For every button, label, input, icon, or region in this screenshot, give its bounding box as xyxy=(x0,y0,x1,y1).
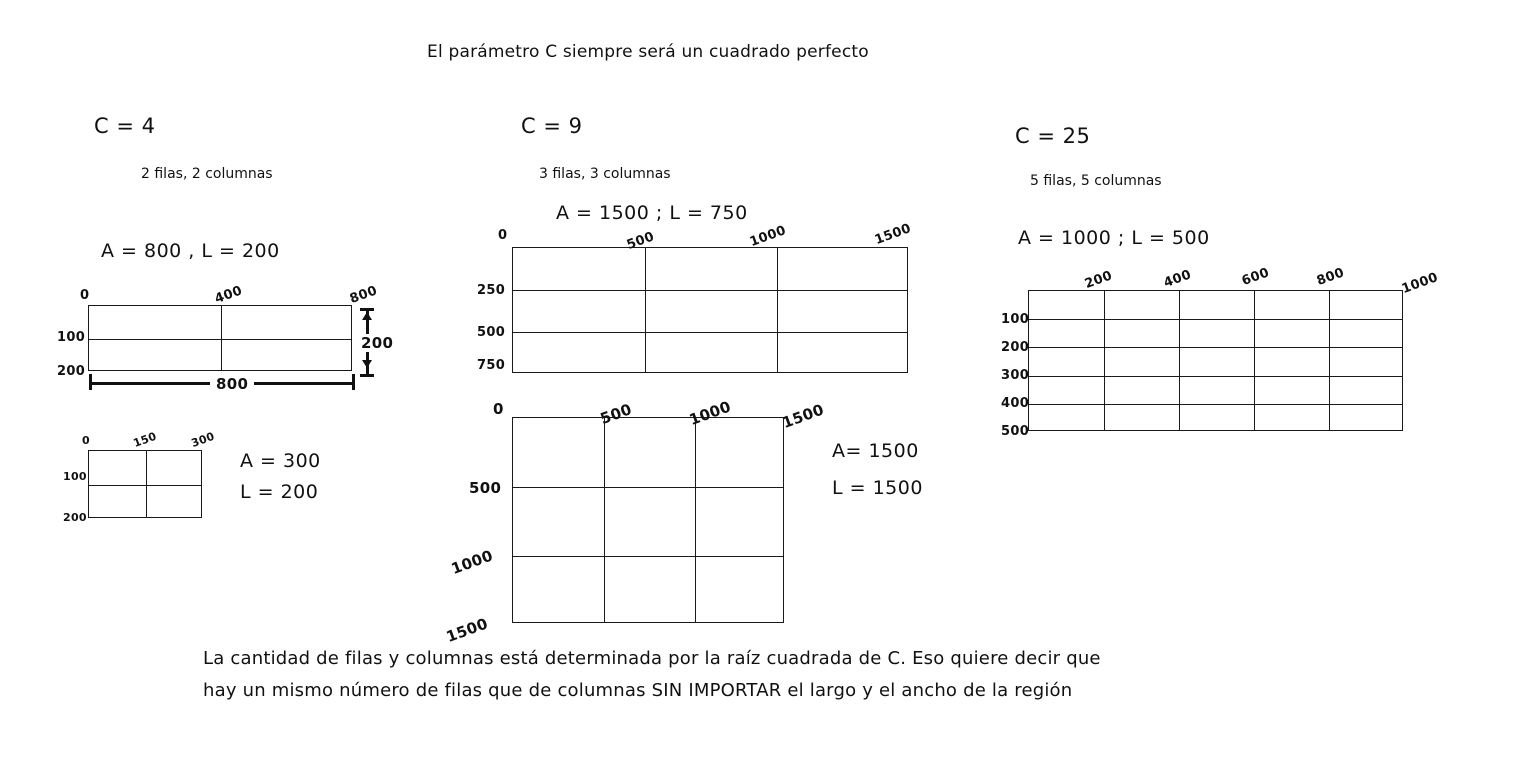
arrow-up-icon xyxy=(362,312,372,320)
ytick-c25-4: 400 xyxy=(1001,396,1030,411)
xtick-c4-1-0: 0 xyxy=(80,288,90,303)
ytick-c9-2-2: 1000 xyxy=(448,546,496,578)
xtick-c4-2-2: 300 xyxy=(189,429,217,450)
params-c9-grid2-l: L = 1500 xyxy=(832,477,923,499)
ytick-c25-3: 300 xyxy=(1001,368,1030,383)
xtick-c4-2-0: 0 xyxy=(82,434,90,447)
gridline-vertical xyxy=(1254,291,1255,430)
gridline-vertical xyxy=(1329,291,1330,430)
ytick-c4-2-1: 100 xyxy=(63,470,87,483)
gridline-vertical xyxy=(146,451,147,517)
xtick-c9-2-2: 1000 xyxy=(686,397,734,429)
params-c4-grid2-a: A = 300 xyxy=(240,450,321,472)
grid-c4-1 xyxy=(88,305,352,371)
footer-line-2: hay un mismo número de filas que de columnas SIN IMPORTAR el largo y el ancho de la región xyxy=(203,680,1073,701)
params-c9-grid2-a: A= 1500 xyxy=(832,440,919,462)
xtick-c9-1-0: 0 xyxy=(498,228,508,243)
xtick-c9-2-1: 500 xyxy=(597,400,635,428)
gridline-vertical xyxy=(1104,291,1105,430)
gridline-vertical xyxy=(777,248,778,372)
xtick-c9-2-0: 0 xyxy=(493,400,504,418)
xtick-c25-5: 1000 xyxy=(1399,270,1441,297)
xtick-c9-1-3: 1500 xyxy=(872,221,914,248)
xtick-c9-2-3: 1500 xyxy=(779,400,827,432)
gridline-horizontal xyxy=(513,487,783,488)
ytick-c25-1: 100 xyxy=(1001,312,1030,327)
gridline-vertical xyxy=(1179,291,1180,430)
case-sublabel-c25: 5 filas, 5 columnas xyxy=(1030,173,1162,189)
dimension-label-height: 200 xyxy=(358,334,396,352)
arrow-down-icon xyxy=(362,360,372,368)
ytick-c25-5: 500 xyxy=(1001,424,1030,439)
case-sublabel-c9: 3 filas, 3 columnas xyxy=(539,166,671,182)
ytick-c9-2-3: 1500 xyxy=(443,614,491,646)
grid-c4-2 xyxy=(88,450,202,518)
gridline-horizontal xyxy=(1029,404,1402,405)
ytick-c9-1-3: 750 xyxy=(477,358,506,373)
xtick-c9-1-2: 1000 xyxy=(747,223,789,250)
gridline-horizontal xyxy=(513,290,907,291)
dimension-label-width: 800 xyxy=(210,375,254,393)
params-c4-grid1: A = 800 , L = 200 xyxy=(101,240,280,262)
params-c9-grid1: A = 1500 ; L = 750 xyxy=(556,202,748,224)
case-sublabel-c4: 2 filas, 2 columnas xyxy=(141,166,273,182)
ytick-c9-1-2: 500 xyxy=(477,325,506,340)
gridline-horizontal xyxy=(1029,347,1402,348)
xtick-c9-1-1: 500 xyxy=(624,229,657,253)
case-label-c9: C = 9 xyxy=(521,114,583,138)
gridline-vertical xyxy=(695,418,696,622)
gridline-vertical xyxy=(645,248,646,372)
grid-c9-2 xyxy=(512,417,784,623)
ytick-c9-1-1: 250 xyxy=(477,283,506,298)
page-title: El parámetro C siempre será un cuadrado perfecto xyxy=(427,42,869,62)
gridline-horizontal xyxy=(89,485,201,486)
xtick-c4-2-1: 150 xyxy=(131,429,159,450)
params-c4-grid2-l: L = 200 xyxy=(240,481,319,503)
gridline-vertical xyxy=(221,306,222,370)
dimension-cap-top xyxy=(360,308,374,311)
gridline-horizontal xyxy=(1029,319,1402,320)
xtick-c25-3: 600 xyxy=(1239,265,1272,289)
dimension-cap-left xyxy=(89,374,92,390)
ytick-c4-1-1: 200 xyxy=(57,364,86,379)
xtick-c25-4: 800 xyxy=(1314,265,1347,289)
gridline-vertical xyxy=(604,418,605,622)
dimension-cap-bottom xyxy=(360,374,374,377)
case-label-c25: C = 25 xyxy=(1015,124,1091,148)
gridline-horizontal xyxy=(513,556,783,557)
case-label-c4: C = 4 xyxy=(94,114,156,138)
ytick-c4-1-0: 100 xyxy=(57,330,86,345)
gridline-horizontal xyxy=(513,332,907,333)
gridline-horizontal xyxy=(89,339,351,340)
gridline-horizontal xyxy=(1029,376,1402,377)
xtick-c4-1-2: 800 xyxy=(347,283,380,307)
params-c25-grid1: A = 1000 ; L = 500 xyxy=(1018,227,1210,249)
footer-line-1: La cantidad de filas y columnas está determinada por la raíz cuadrada de C. Eso quiere decir que xyxy=(203,648,1101,669)
ytick-c9-2-1: 500 xyxy=(469,479,502,497)
xtick-c4-1-1: 400 xyxy=(212,283,245,307)
ytick-c25-2: 200 xyxy=(1001,340,1030,355)
grid-c9-1 xyxy=(512,247,908,373)
xtick-c25-1: 200 xyxy=(1082,268,1115,292)
ytick-c4-2-2: 200 xyxy=(63,511,87,524)
grid-c25-1 xyxy=(1028,290,1403,431)
xtick-c25-2: 400 xyxy=(1161,267,1194,291)
dimension-cap-right xyxy=(352,374,355,390)
